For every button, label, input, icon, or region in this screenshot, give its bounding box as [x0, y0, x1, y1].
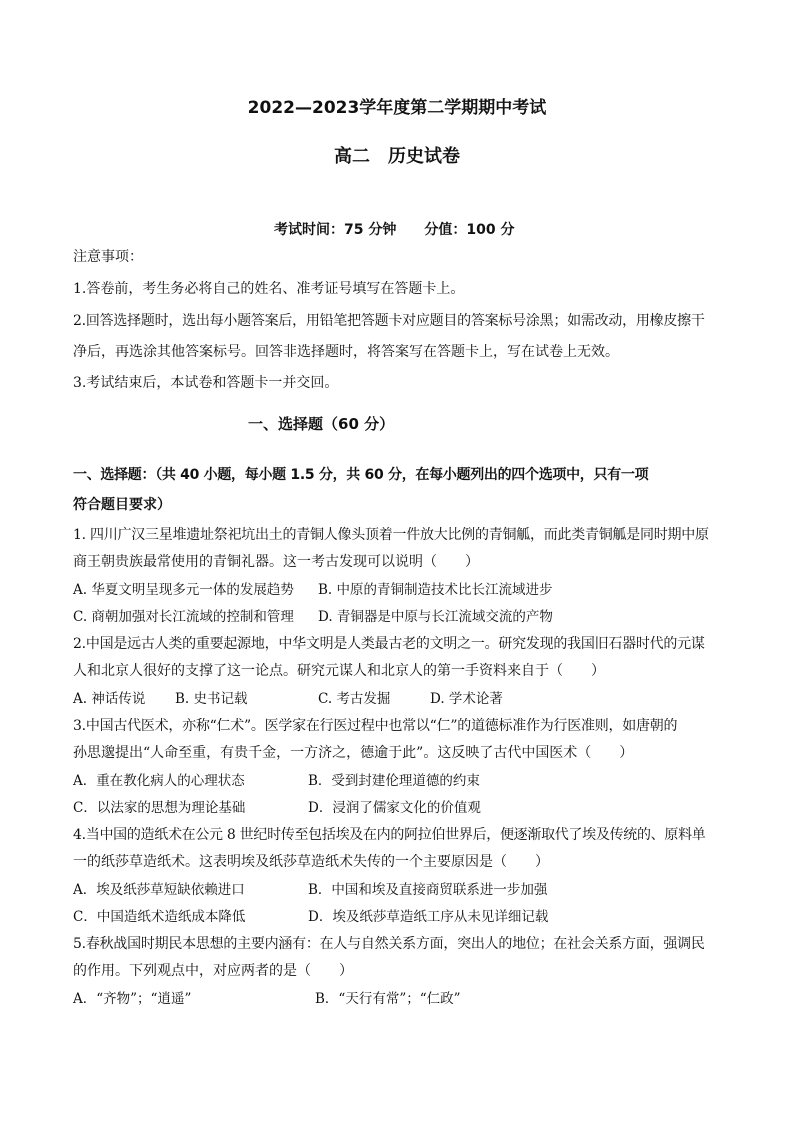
exam-title: 2022—2023学年度第二学期期中考试: [247, 98, 547, 118]
option-d: D．浸润了儒家文化的价值观: [308, 800, 481, 816]
option-a: A．重在教化病人的心理状态: [73, 773, 245, 789]
notes-heading: 注意事项：: [73, 249, 143, 265]
option-c: C．中国造纸术造纸成本降低: [73, 909, 246, 925]
note-item: 1.答卷前，考生务必将自己的姓名、准考证号填写在答题卡上。: [73, 281, 465, 297]
option-b: B. 史书记载: [175, 691, 248, 707]
question-stem: 2.中国是远古人类的重要起源地，中华文明是人类最古老的文明之一。研究发现的我国旧石器时代的元谋: [73, 636, 705, 652]
option-d: D. 学术论著: [430, 691, 503, 707]
question-stem: 孙思邈提出“人命至重，有贵千金，一方济之，德逾于此”。这反映了古代中国医术（ ）: [73, 745, 634, 761]
option-b: B. 中原的青铜制造技术比长江流域进步: [318, 582, 553, 598]
question-stem: 的作用。下列观点中，对应两者的是（ ）: [73, 963, 353, 979]
section-title: 一、选择题（60 分）: [248, 415, 395, 433]
option-a: A. 神话传说: [73, 691, 146, 707]
exam-info: 考试时间：75 分钟 分值：100 分: [274, 222, 515, 238]
exam-subtitle: 高二 历史试卷: [334, 146, 460, 167]
question-stem: 1. 四川广汉三星堆遗址祭祀坑出土的青铜人像头顶着一件放大比例的青铜觚，而此类青铜觚是同时期中原: [73, 527, 709, 543]
question-stem: 商王朝贵族最常使用的青铜礼器。这一考古发现可以说明（ ）: [73, 554, 479, 570]
option-c: C. 商朝加强对长江流域的控制和管理: [73, 609, 294, 625]
option-b: B．中国和埃及直接商贸联系进一步加强: [308, 882, 548, 898]
note-item: 净后，再选涂其他答案标号。回答非选择题时，将答案写在答题卡上，写在试卷上无效。: [73, 344, 619, 360]
option-c: C. 考古发掘: [318, 691, 391, 707]
option-a: A. 华夏文明呈现多元一体的发展趋势: [73, 582, 294, 598]
option-a: A．埃及纸莎草短缺依赖进口: [73, 882, 245, 898]
question-stem: 人和北京人很好的支撑了这一论点。研究元谋人和北京人的第一手资料来自于（ ）: [73, 663, 605, 679]
option-b: B．受到封建伦理道德的约束: [308, 773, 480, 789]
question-stem: 5.春秋战国时期民本思想的主要内涵有：在人与自然关系方面，突出人的地位；在社会关系方面，强调民: [73, 936, 705, 952]
question-stem: 3.中国古代医术，亦称“仁术”。医学家在行医过程中也常以“仁”的道德标准作为行医准则，如唐朝的: [73, 718, 678, 734]
option-a: A．“齐物”；“逍遥”: [73, 991, 192, 1007]
note-item: 3.考试结束后，本试卷和答题卡一并交回。: [73, 375, 339, 391]
question-stem: 一的纸莎草造纸术。这表明埃及纸莎草造纸术失传的一个主要原因是（ ）: [73, 854, 549, 870]
section-instruction: 一、选择题：（共 40 小题，每小题 1.5 分，共 60 分，在每小题列出的四个选项中，只有一项: [73, 467, 649, 483]
option-d: D. 青铜器是中原与长江流域交流的产物: [318, 609, 553, 625]
option-c: C．以法家的思想为理论基础: [73, 800, 246, 816]
question-stem: 4.当中国的造纸术在公元 8 世纪时传至包括埃及在内的阿拉伯世界后，便逐渐取代了埃及传统的、原料单: [73, 827, 706, 843]
note-item: 2.回答选择题时，选出每小题答案后，用铅笔把答题卡对应题目的答案标号涂黑；如需改动，用橡皮擦干: [73, 313, 705, 329]
option-b: B．“天行有常”；“仁政”: [315, 991, 461, 1007]
option-d: D．埃及纸莎草造纸工序从未见详细记载: [308, 909, 549, 925]
section-instruction: 符合题目要求）: [73, 497, 171, 513]
